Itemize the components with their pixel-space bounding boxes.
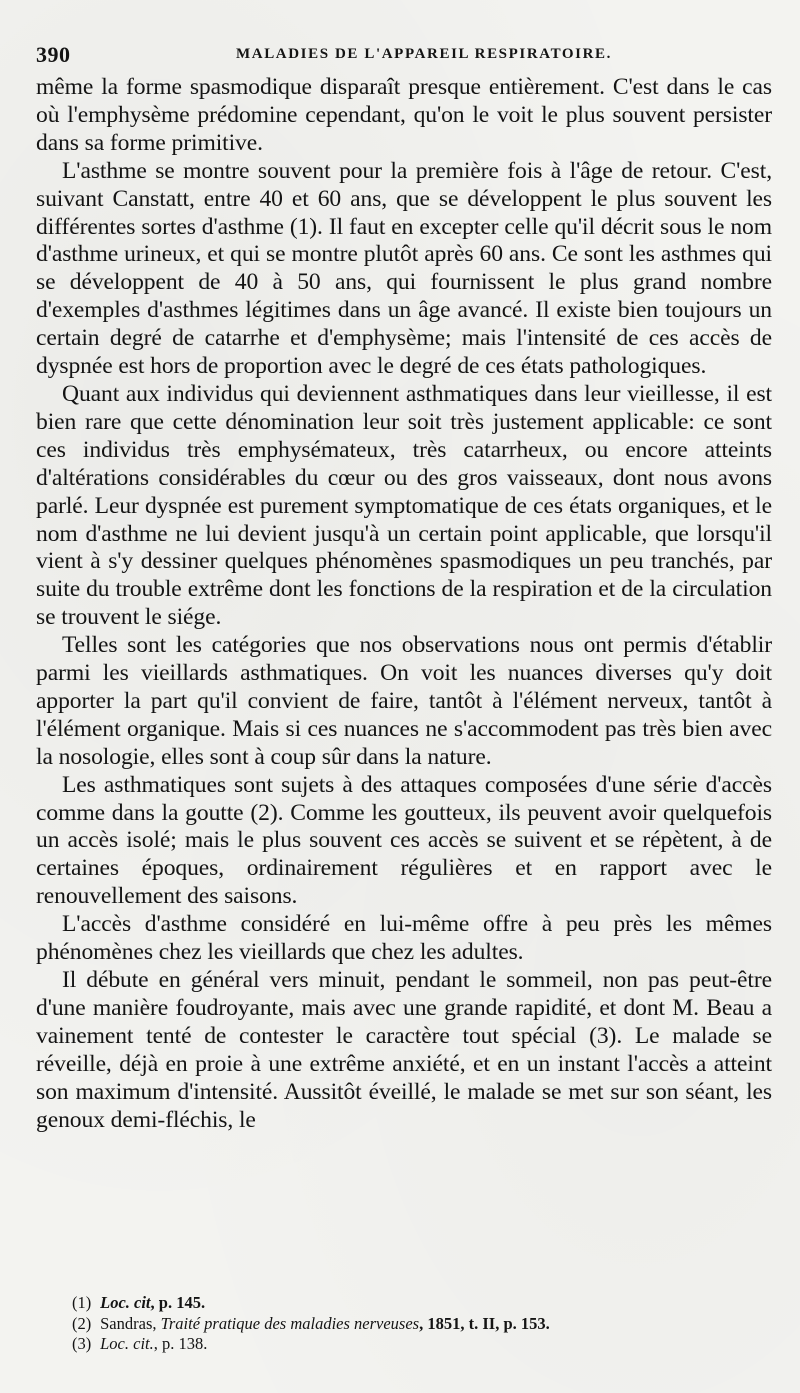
running-title: MALADIES DE L'APPAREIL RESPIRATOIRE. [236, 46, 612, 62]
paragraph: Il débute en général vers minuit, pendant le sommeil, non pas peut-être d'une manière foudroyante, mais avec une grande rapidité, et dont M. Beau a vainement tenté de contester le caractère tout spécial (3). Le malade se réveille, déjà en proie à une extrême anxiété, et en un instant l'accès a atteint son maximum d'intensité. Aussitôt éveillé, le malade se met sur son séant, les genoux demi-fléchis, le [36, 967, 772, 1133]
page-header [36, 36, 772, 74]
footnote-number: (3) [72, 1334, 92, 1353]
footnote-number: (2) [72, 1313, 92, 1333]
paragraph: Telles sont les catégories que nos observations nous ont permis d'établir parmi les vieillards asthmatiques. On voit les nuances diverses qu'y doit apporter la part qu'il convient de faire, tantôt à l'élément nerveux, tantôt à l'élément organique. Mais si ces nuances ne s'accommodent pas très bien avec la nosologie, elles sont à coup sûr dans la nature. [36, 632, 772, 770]
footnote-author: Sandras, [100, 1313, 161, 1333]
footnote [72, 1334, 550, 1355]
page-number: 390 [36, 42, 71, 67]
footnote [72, 1293, 550, 1314]
footnote-number: (1) [72, 1293, 92, 1312]
footnote-citation: Traité pratique des maladies nerveuses [160, 1313, 420, 1333]
footnote-detail: , 1851, t. II, p. 153. [419, 1313, 550, 1333]
paragraph: même la forme spasmodique disparaît presque entièrement. C'est dans le cas où l'emphysème prédomine cependant, qu'on le voit le plus souvent persister dans sa forme primitive. [36, 74, 772, 156]
footnote-citation: Loc. cit [100, 1293, 151, 1312]
footnote-citation: Loc. cit. [100, 1334, 154, 1353]
paragraph: L'accès d'asthme considéré en lui-même offre à peu près les mêmes phénomènes chez les vieillards que chez les adultes. [36, 911, 772, 966]
paragraph: Les asthmatiques sont sujets à des attaques composées d'une série d'accès comme dans la goutte (2). Comme les goutteux, ils peuvent avoir quelquefois un accès isolé; mais le plus souvent ces accès se suivent et se répètent, à de certaines époques, ordinairement régulières et en rapport avec le renouvellement des saisons. [36, 771, 772, 910]
paragraph: Quant aux individus qui deviennent asthmatiques dans leur vieillesse, il est bien rare que cette dénomination leur soit très justement applicable: ce sont ces individus très emphysémateux, très catarrheux, ou encore atteints d'altérations considérables du cœur ou des gros vaisseaux, dont nous avons parlé. Leur dyspnée est purement symptomatique de ces états organiques, et le nom d'asthme ne lui devient jusqu'à un certain point applicable, que lorsqu'il vient à s'y dessiner quelques phénomènes spasmodiques un peu tranchés, par suite du trouble extrême dont les fonctions de la respiration et de la circulation se trouvent le siége. [36, 380, 772, 631]
footnote-detail: , p. 138. [153, 1334, 208, 1353]
body-text [36, 74, 772, 1134]
footnote [72, 1314, 550, 1335]
footnotes [72, 1293, 550, 1355]
paragraph: L'asthme se montre souvent pour la première fois à l'âge de retour. C'est, suivant Canstatt, entre 40 et 60 ans, que se développent le plus souvent les différentes sortes d'asthme (1). Il faut en excepter celle qu'il décrit sous le nom d'asthme urineux, et qui se montre plutôt après 60 ans. Ce sont les asthmes qui se développent de 40 à 50 ans, qui fournissent le plus grand nombre d'exemples d'asthmes légitimes dans un âge avancé. Il existe bien toujours un certain degré de catarrhe et d'emphysème; mais l'intensité de ces accès de dyspnée est hors de proportion avec le degré de ces états pathologiques. [36, 157, 772, 380]
footnote-detail: , p. 145. [150, 1293, 206, 1312]
